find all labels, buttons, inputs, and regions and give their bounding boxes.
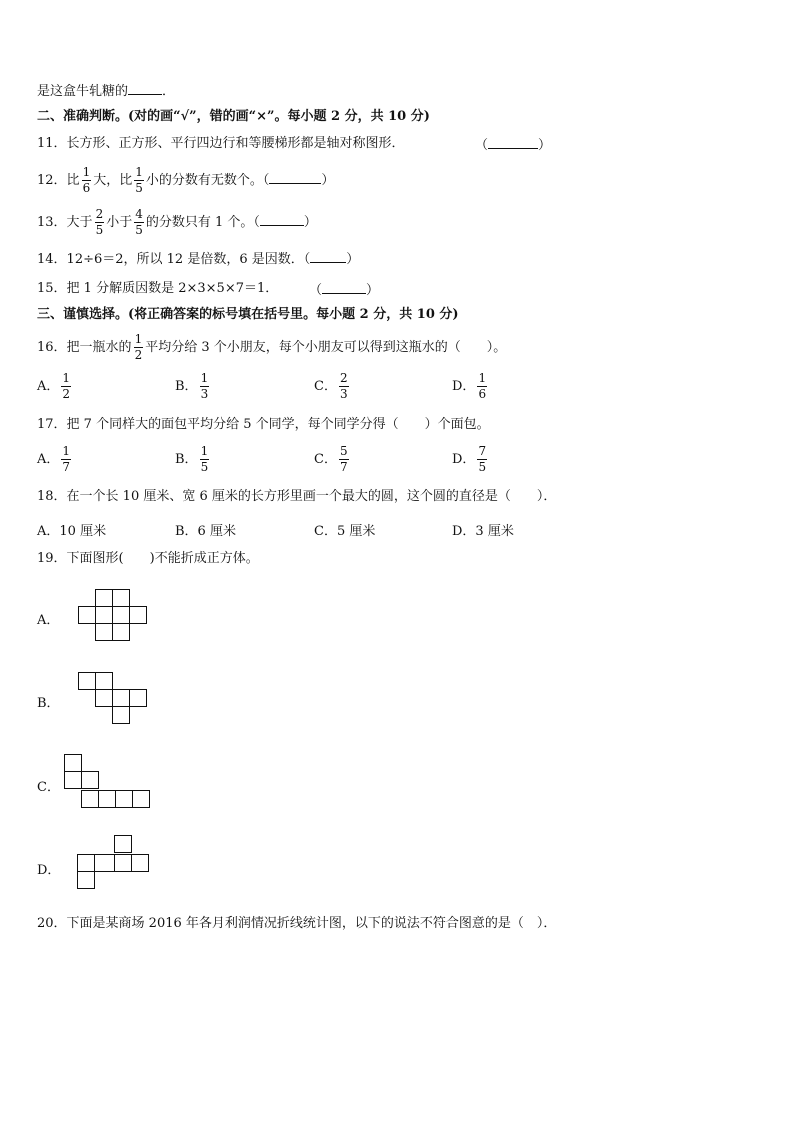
denominator: 5 <box>478 460 487 474</box>
fraction <box>200 371 210 402</box>
net-square <box>65 772 82 789</box>
numerator: 1 <box>82 165 91 179</box>
question-number: 19． <box>37 551 67 566</box>
q17-option-c[interactable] <box>314 444 351 475</box>
fraction <box>134 207 144 238</box>
option-label: B． <box>175 379 198 394</box>
carryover-end: ． <box>162 84 176 99</box>
denominator: 7 <box>62 460 71 474</box>
paren-open: （ <box>475 138 489 153</box>
question-text: 把 7 个同样大的面包平均分给 5 个同学，每个同学分得（ ）个面包。 <box>66 417 490 432</box>
q17-option-a[interactable] <box>37 444 73 475</box>
net-square <box>113 690 130 707</box>
q18-option-d[interactable]: D．3 厘米 <box>452 524 514 539</box>
denominator: 6 <box>478 387 487 401</box>
cube-net-a <box>78 589 154 647</box>
q17-option-d[interactable] <box>452 444 489 475</box>
denominator: 5 <box>200 460 209 474</box>
net-square <box>115 836 132 853</box>
numerator: 1 <box>62 444 71 458</box>
net-square <box>113 707 130 724</box>
question-17 <box>37 417 490 433</box>
answer-blank <box>269 171 321 184</box>
option-label: A． <box>37 452 60 467</box>
net-square <box>78 855 95 872</box>
question-text: 平均分给 3 个小朋友，每个小朋友可以得到这瓶水的（ ）。 <box>145 340 507 355</box>
net-square <box>79 673 96 690</box>
fraction <box>477 444 487 475</box>
net-square <box>82 772 99 789</box>
q19-option-a[interactable]: A． <box>37 613 60 628</box>
numerator: 1 <box>200 444 209 458</box>
numerator: 1 <box>134 332 143 346</box>
numerator: 7 <box>478 444 487 458</box>
q19-option-d[interactable]: D． <box>37 863 61 878</box>
numerator: 4 <box>135 207 143 221</box>
question-text: 长方形、正方形、平行四边行和等腰梯形都是轴对称图形． <box>66 136 405 151</box>
question-text: 下面是某商场 2016 年各月利润情况折线统计图，以下的说法不符合图意的是（ ）． <box>66 916 557 931</box>
denominator: 5 <box>135 223 143 237</box>
question-text: 把 1 分解质因数是 2×3×5×7＝1． <box>66 281 279 296</box>
fraction <box>134 332 144 363</box>
q19-option-b[interactable]: B． <box>37 696 60 711</box>
q18-option-b[interactable]: B．6 厘米 <box>175 524 236 539</box>
question-12 <box>37 165 334 196</box>
net-square <box>113 590 130 607</box>
net-square <box>95 855 115 872</box>
question-number: 12． <box>37 173 67 188</box>
net-square <box>78 872 95 889</box>
numerator: 1 <box>200 371 209 385</box>
question-13 <box>37 207 317 238</box>
net-square <box>96 673 113 690</box>
numerator: 5 <box>339 444 348 458</box>
option-label: C． <box>314 379 337 394</box>
net-square <box>132 855 149 872</box>
net-square <box>65 755 82 772</box>
net-square <box>116 791 133 808</box>
question-text: 12÷6＝2，所以 12 是倍数，6 是因数． <box>66 252 304 267</box>
paren-close: ） <box>366 283 380 298</box>
question-text: 大于 <box>66 215 93 230</box>
fraction <box>82 165 92 196</box>
net-square <box>130 607 147 624</box>
denominator: 2 <box>134 348 143 362</box>
question-18 <box>37 489 556 505</box>
q16-option-d[interactable] <box>452 371 489 402</box>
numerator: 1 <box>135 165 143 179</box>
q18-option-a[interactable]: A．10 厘米 <box>37 524 107 539</box>
question-number: 15． <box>37 281 67 296</box>
question-text: 大，比 <box>93 173 133 188</box>
q19-option-c[interactable]: C． <box>37 780 60 795</box>
net-square <box>82 791 99 808</box>
question-number: 16． <box>37 340 67 355</box>
option-label: B． <box>175 452 198 467</box>
option-label: D． <box>452 452 476 467</box>
paren-open: （ <box>303 252 311 267</box>
denominator: 6 <box>82 181 91 195</box>
q16-option-b[interactable] <box>175 371 211 402</box>
paren-close: ） <box>321 173 335 188</box>
fraction <box>134 165 144 196</box>
fraction <box>339 444 349 475</box>
paren-open: （ <box>253 215 260 230</box>
answer-blank <box>310 250 346 263</box>
question-text: 把一瓶水的 <box>66 340 132 355</box>
answer-blank <box>260 213 304 226</box>
fraction <box>61 371 71 402</box>
cube-net-d <box>77 835 157 895</box>
q17-option-b[interactable] <box>175 444 211 475</box>
question-text: 的分数只有 1 个。 <box>145 215 254 230</box>
question-text: 小的分数有无数个。 <box>145 173 263 188</box>
cube-net-c <box>64 754 164 814</box>
question-number: 14． <box>37 252 67 267</box>
numerator: 2 <box>95 207 104 221</box>
carryover-line <box>37 82 175 100</box>
question-19 <box>37 551 259 567</box>
denominator: 7 <box>339 460 348 474</box>
question-number: 18． <box>37 489 67 504</box>
question-text: 下面图形( )不能折成正方体。 <box>66 551 259 566</box>
net-square <box>113 607 130 624</box>
question-number: 17． <box>37 417 67 432</box>
paren-open: （ <box>262 173 270 188</box>
denominator: 3 <box>200 387 209 401</box>
question-11 <box>37 136 405 152</box>
net-square <box>99 791 116 808</box>
section-2-heading: 二、准确判断。(对的画“√”，错的画“×”。每小题 2 分，共 10 分) <box>37 109 430 124</box>
net-square <box>96 607 113 624</box>
q16-option-a[interactable] <box>37 371 73 402</box>
section-3-heading: 三、谨慎选择。(将正确答案的标号填在括号里。每小题 2 分，共 10 分) <box>37 307 459 322</box>
question-20 <box>37 916 556 932</box>
net-square <box>96 690 113 707</box>
q15-answer-paren <box>309 281 379 299</box>
option-label: C． <box>314 452 337 467</box>
q16-option-c[interactable] <box>314 371 351 402</box>
option-label: D． <box>452 379 476 394</box>
question-15 <box>37 281 278 297</box>
question-16 <box>37 332 506 363</box>
carryover-text: 是这盒牛轧糖的 <box>37 84 129 99</box>
fraction <box>61 444 71 475</box>
q11-answer-paren <box>475 136 551 154</box>
denominator: 5 <box>95 223 104 237</box>
question-number: 13． <box>37 215 67 230</box>
paren-close: ） <box>538 138 552 153</box>
paren-close: ） <box>303 215 317 230</box>
net-square <box>130 690 147 707</box>
question-text: 比 <box>66 173 80 188</box>
denominator: 2 <box>62 387 71 401</box>
answer-blank <box>322 281 366 294</box>
numerator: 2 <box>339 371 348 385</box>
paren-open: （ <box>309 283 323 298</box>
fraction <box>200 444 210 475</box>
denominator: 5 <box>135 181 143 195</box>
fraction <box>477 371 487 402</box>
question-text: 在一个长 10 厘米、宽 6 厘米的长方形里画一个最大的圆，这个圆的直径是（ ）． <box>66 489 557 504</box>
denominator: 3 <box>339 387 348 401</box>
answer-blank <box>488 136 538 149</box>
answer-blank <box>128 82 162 95</box>
fraction <box>339 371 349 402</box>
net-square <box>79 607 96 624</box>
option-label: A． <box>37 379 60 394</box>
numerator: 1 <box>478 371 487 385</box>
numerator: 1 <box>62 371 71 385</box>
question-number: 11． <box>37 136 67 151</box>
net-square <box>115 855 132 872</box>
net-square <box>96 624 113 641</box>
net-square <box>133 791 150 808</box>
fraction <box>95 207 105 238</box>
question-text: 小于 <box>106 215 133 230</box>
net-square <box>113 624 130 641</box>
paren-close: ） <box>346 252 360 267</box>
question-14 <box>37 250 359 268</box>
net-square <box>96 590 113 607</box>
cube-net-b <box>78 672 154 732</box>
q18-option-c[interactable]: C．5 厘米 <box>314 524 376 539</box>
question-number: 20． <box>37 916 67 931</box>
